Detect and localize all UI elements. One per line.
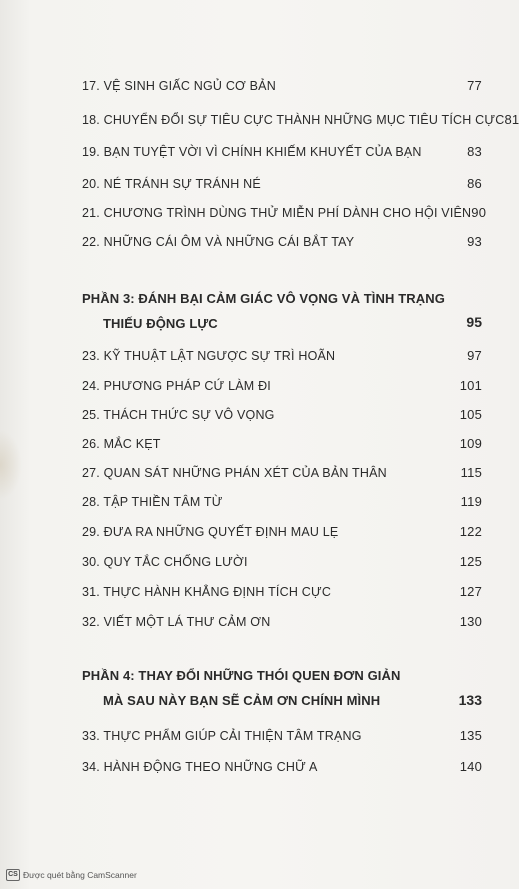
toc-entry-page: 101	[459, 378, 482, 393]
toc-entry-page: 115	[460, 465, 482, 480]
toc-entry-page: 97	[467, 348, 482, 363]
toc-entry-19	[82, 144, 482, 159]
toc-entry-page: 130	[459, 614, 482, 629]
toc-entry-34	[82, 759, 482, 774]
toc-entry-32	[82, 614, 482, 629]
toc-entry-title: 24. PHƯƠNG PHÁP CỨ LÀM ĐI	[82, 379, 271, 393]
toc-entry-33	[82, 728, 482, 743]
toc-entry-title: 22. NHỮNG CÁI ÔM VÀ NHỮNG CÁI BẮT TAY	[82, 235, 355, 249]
toc-entry-title: 19. BẠN TUYỆT VỜI VÌ CHÍNH KHIẾM KHUYẾT CỦA BẠN	[82, 145, 422, 159]
toc-entry-page: 83	[467, 144, 482, 159]
scanner-watermark-text: Được quét bằng CamScanner	[23, 870, 137, 880]
toc-entry-title: 34. HÀNH ĐỘNG THEO NHỮNG CHỮ A	[82, 760, 318, 774]
toc-entry-title: 31. THỰC HÀNH KHẲNG ĐỊNH TÍCH CỰC	[82, 585, 332, 599]
toc-entry-21	[82, 205, 487, 220]
toc-entry-page: 105	[459, 407, 482, 422]
toc-entry-title: 20. NÉ TRÁNH SỰ TRÁNH NÉ	[82, 177, 261, 191]
part3-heading-line1: PHẦN 3: ĐÁNH BẠI CẢM GIÁC VÔ VỌNG VÀ TÌNH TRẠNG	[82, 291, 445, 306]
part3-page: 95	[466, 314, 482, 330]
toc-entry-page: 119	[460, 494, 482, 509]
toc-entry-title: 23. KỸ THUẬT LẬT NGƯỢC SỰ TRÌ HOÃN	[82, 349, 336, 363]
toc-entry-page: 93	[467, 234, 482, 249]
toc-entry-page: 122	[459, 524, 482, 539]
toc-entry-title: 17. VỆ SINH GIẤC NGỦ CƠ BẢN	[82, 79, 276, 93]
toc-entry-31	[82, 584, 482, 599]
scanner-footer	[6, 869, 137, 881]
part4-heading-line1: PHẦN 4: THAY ĐỔI NHỮNG THÓI QUEN ĐƠN GIẢN	[82, 668, 401, 683]
toc-entry-title: 21. CHƯƠNG TRÌNH DÙNG THỬ MIỄN PHÍ DÀNH CHO HỘI VIÊN	[82, 206, 472, 220]
toc-entry-title: 25. THÁCH THỨC SỰ VÔ VỌNG	[82, 408, 275, 422]
toc-entry-page: 109	[459, 436, 482, 451]
toc-entry-page: 77	[467, 78, 482, 93]
toc-entry-title: 29. ĐƯA RA NHỮNG QUYẾT ĐỊNH MAU LẸ	[82, 525, 339, 539]
toc-entry-28	[82, 494, 482, 509]
toc-entry-title: 28. TẬP THIỀN TÂM TỪ	[82, 495, 223, 509]
toc-entry-title: 18. CHUYỂN ĐỔI SỰ TIÊU CỰC THÀNH NHỮNG MỤC TIÊU TÍCH CỰC	[82, 113, 505, 127]
toc-entry-title: 32. VIẾT MỘT LÁ THƯ CẢM ƠN	[82, 615, 271, 629]
toc-entry-30	[82, 554, 482, 569]
toc-entry-page: 81	[504, 112, 519, 127]
toc-entry-25	[82, 407, 482, 422]
toc-entry-23	[82, 348, 482, 363]
toc-entry-page: 90	[471, 205, 487, 220]
toc-entry-page: 86	[467, 176, 482, 191]
camscanner-icon: CS	[6, 869, 20, 881]
toc-entry-page: 135	[459, 728, 482, 743]
binding-shadow	[0, 430, 22, 500]
toc-entry-26	[82, 436, 482, 451]
toc-entry-20	[82, 176, 482, 191]
toc-entry-title: 33. THỰC PHẨM GIÚP CẢI THIỆN TÂM TRẠNG	[82, 729, 362, 743]
part4-heading-line2: MÀ SAU NÀY BẠN SẼ CẢM ƠN CHÍNH MÌNH	[103, 693, 381, 708]
toc-entry-22	[82, 234, 482, 249]
toc-entry-page: 125	[459, 554, 482, 569]
toc-entry-page: 127	[459, 584, 482, 599]
part3-heading-line2: THIẾU ĐỘNG LỰC	[103, 316, 218, 331]
toc-entry-18	[82, 112, 519, 127]
toc-entry-27	[82, 465, 482, 480]
part4-page: 133	[458, 692, 482, 708]
toc-entry-title: 27. QUAN SÁT NHỮNG PHÁN XÉT CỦA BẢN THÂN	[82, 466, 387, 480]
toc-entry-29	[82, 524, 482, 539]
toc-entry-24	[82, 378, 482, 393]
toc-entry-page: 140	[459, 759, 482, 774]
toc-entry-title: 26. MẮC KẸT	[82, 437, 161, 451]
toc-entry-17	[82, 78, 482, 93]
toc-entry-title: 30. QUY TẮC CHỐNG LƯỜI	[82, 555, 248, 569]
